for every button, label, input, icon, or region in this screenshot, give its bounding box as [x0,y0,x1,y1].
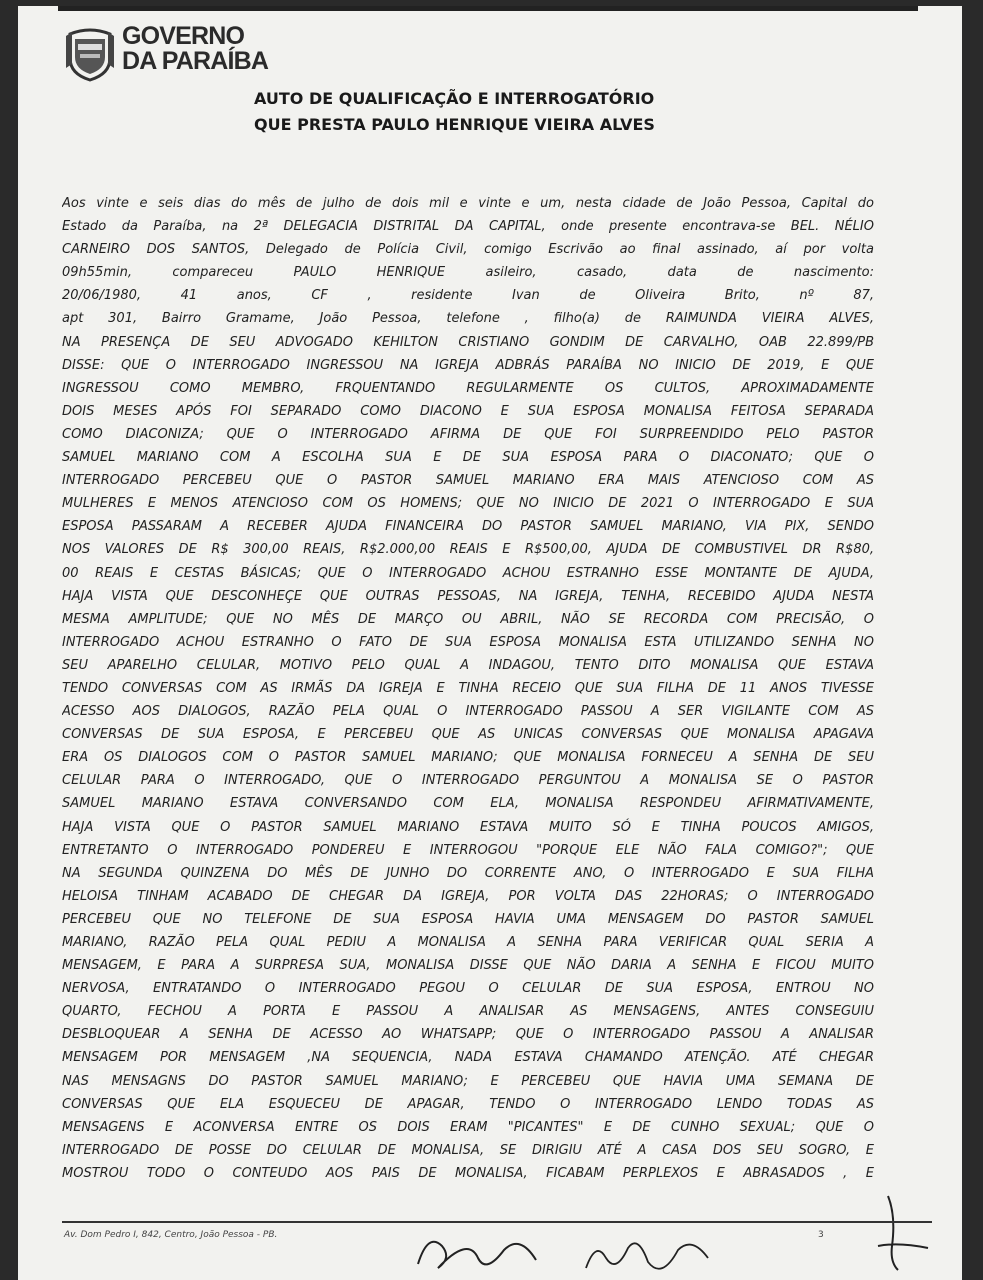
body-line: NERVOSA, ENTRATANDO O INTERROGADO PEGOU O CELULAR DE SUA ESPOSA, ENTROU NO [62,981,874,997]
title-line-2: QUE PRESTA PAULO HENRIQUE VIEIRA ALVES [254,115,655,134]
body-line: CARNEIRO DOS SANTOS, Delegado de Polícia Civil, comigo Escrivão ao final assinado, aí por volta [62,242,874,258]
body-line: 09h55min, compareceu PAULO HENRIQUE asileiro, casado, data de nascimento: [62,265,874,281]
body-line: COMO DIACONIZA; QUE O INTERROGADO AFIRMA DE QUE FOI SURPREENDIDO PELO PASTOR [62,426,874,442]
body-line: HELOISA TINHAM ACABADO DE CHEGAR DA IGREJA, POR VOLTA DAS 22HORAS; O INTERROGADO [62,888,874,904]
body-line: CONVERSAS DE SUA ESPOSA, E PERCEBEU QUE AS UNICAS CONVERSAS QUE MONALISA APAGAVA [62,727,874,743]
body-line: Estado da Paraíba, na 2ª DELEGACIA DISTRITAL DA CAPITAL, onde presente encontrava-se BEL. NÉLIO [62,219,874,235]
body-line: MARIANO, RAZÃO PELA QUAL PEDIU A MONALISA A SENHA PARA VERIFICAR QUAL SERIA A [62,935,874,950]
document-page [18,6,962,1280]
body-line: MENSAGEM POR MENSAGEM ,NA SEQUENCIA, NADA ESTAVA CHAMANDO ATENÇÃO. ATÉ CHEGAR [62,1050,874,1066]
body-line: HAJA VISTA QUE DESCONHEÇE QUE OUTRAS PESSOAS, NA IGREJA, TENHA, RECEBIDO AJUDA NESTA [62,588,874,604]
body-line: ENTRETANTO O INTERROGADO PONDEREU E INTERROGOU "PORQUE ELE NÃO FALA COMIGO?"; QUE [62,842,874,858]
body-line: DISSE: QUE O INTERROGADO INGRESSOU NA IGREJA ADBRÁS PARAÍBA NO INICIO DE 2019, E QUE [62,357,874,373]
body-line: QUARTO, FECHOU A PORTA E PASSOU A ANALISAR AS MENSAGENS, ANTES CONSEGUIU [62,1004,874,1020]
body-line: TENDO CONVERSAS COM AS IRMÃS DA IGREJA E TINHA RECEIO QUE SUA FILHA DE 11 ANOS TIVESSE [62,680,874,696]
body-line: apt 301, Bairro Gramame, João Pessoa, telefone , filho(a) de RAIMUNDA VIEIRA ALVES, [62,311,874,327]
body-line: ERA OS DIALOGOS COM O PASTOR SAMUEL MARIANO; QUE MONALISA FORNECEU A SENHA DE SEU [62,750,874,766]
body-line: MENSAGEM, E PARA A SURPRESA SUA, MONALISA DISSE QUE NÃO DARIA A SENHA E FICOU MUITO [62,958,874,974]
body-line: CONVERSAS QUE ELA ESQUECEU DE APAGAR, TENDO O INTERROGADO LENDO TODAS AS [62,1096,874,1112]
body-line: NA SEGUNDA QUINZENA DO MÊS DE JUNHO DO CORRENTE ANO, O INTERROGADO E SUA FILHA [62,865,874,881]
body-line: INTERROGADO PERCEBEU QUE O PASTOR SAMUEL MARIANO ERA MAIS ATENCIOSO COM AS [62,473,874,489]
governo-paraiba-logo [64,24,268,82]
footer-divider [62,1221,932,1223]
body-line: MENSAGENS E ACONVERSA ENTRE OS DOIS ERAM "PICANTES" E DE CUNHO SEXUAL; QUE O [62,1119,874,1135]
title-line-1: AUTO DE QUALIFICAÇÃO E INTERROGATÓRIO [254,89,655,108]
body-line: INTERROGADO DE POSSE DO CELULAR DE MONALISA, SE DIRIGIU ATÉ A CASA DOS SEU SOGRO, E [62,1142,874,1158]
body-line: INTERROGADO ACHOU ESTRANHO O FATO DE SUA ESPOSA MONALISA ESTA UTILIZANDO SENHA NO [62,634,874,650]
coat-of-arms-icon [64,24,116,82]
margin-signature-mark [868,1186,938,1276]
document-title [254,86,774,138]
body-line: MOSTROU TODO O CONTEUDO AOS PAIS DE MONALISA, FICABAM PERPLEXOS E ABRASADOS , E [62,1165,874,1181]
body-line: HAJA VISTA QUE O PASTOR SAMUEL MARIANO ESTAVA MUITO SÓ E TINHA POUCOS AMIGOS, [62,819,874,835]
body-line: 20/06/1980, 41 anos, CF , residente Ivan de Oliveira Brito, nº 87, [62,288,874,304]
body-line: SEU APARELHO CELULAR, MOTIVO PELO QUAL A INDAGOU, TENTO DITO MONALISA QUE ESTAVA [62,657,874,673]
body-line: INGRESSOU COMO MEMBRO, FRQUENTANDO REGULARMENTE OS CULTOS, APROXIMADAMENTE [62,380,874,396]
body-line: NA PRESENÇA DE SEU ADVOGADO KEHILTON CRISTIANO GONDIM DE CARVALHO, OAB 22.899/PB [62,334,874,350]
page-number: 3 [818,1230,824,1240]
top-edge-bar [58,6,918,11]
body-line: MULHERES E MENOS ATENCIOSO COM OS HOMENS; QUE NO INICIO DE 2021 O INTERROGADO E SUA [62,496,874,512]
body-line: MESMA AMPLITUDE; QUE NO MÊS DE MARÇO OU ABRIL, NÃO SE RECORDA COM PRECISÃO, O [62,611,874,627]
body-line: 00 REAIS E CESTAS BÁSICAS; QUE O INTERROGADO ACHOU ESTRANHO ESSE MONTANTE DE AJUDA, [62,565,874,581]
body-line: CELULAR PARA O INTERROGADO, QUE O INTERROGADO PERGUNTOU A MONALISA SE O PASTOR [62,773,874,789]
logo-line-2: DA PARAÍBA [122,47,269,75]
body-line: DESBLOQUEAR A SENHA DE ACESSO AO WHATSAPP; QUE O INTERROGADO PASSOU A ANALISAR [62,1027,874,1043]
body-line: DOIS MESES APÓS FOI SEPARADO COMO DIACONO E SUA ESPOSA MONALISA FEITOSA SEPARADA [62,403,874,419]
body-line: SAMUEL MARIANO ESTAVA CONVERSANDO COM ELA, MONALISA RESPONDEU AFIRMATIVAMENTE, [62,796,874,812]
body-line: SAMUEL MARIANO COM A ESCOLHA SUA E DE SUA ESPOSA PARA O DIACONATO; QUE O [62,450,874,466]
document-body [62,192,874,1185]
logo-line-1: GOVERNO [122,22,245,50]
body-line: ESPOSA PASSARAM A RECEBER AJUDA FINANCEIRA DO PASTOR SAMUEL MARIANO, VIA PIX, SENDO [62,519,874,535]
body-line: NOS VALORES DE R$ 300,00 REAIS, R$2.000,00 REAIS E R$500,00, AJUDA DE COMBUSTIVEL DR R$80, [62,542,874,558]
footer-address: Av. Dom Pedro I, 842, Centro, João Pessoa - PB. [64,1230,278,1240]
body-line: NAS MENSAGNS DO PASTOR SAMUEL MARIANO; E PERCEBEU QUE HAVIA UMA SEMANA DE [62,1073,874,1089]
signature-1 [408,1224,548,1280]
body-line: Aos vinte e seis dias do mês de julho de dois mil e vinte e um, nesta cidade de João Pessoa, Capital do [62,196,874,211]
body-line: ACESSO AOS DIALOGOS, RAZÃO PELA QUAL O INTERROGADO PASSOU A SER VIGILANTE COM AS [62,704,874,720]
body-line: PERCEBEU QUE NO TELEFONE DE SUA ESPOSA HAVIA UMA MENSAGEM DO PASTOR SAMUEL [62,911,874,927]
signature-2 [578,1228,718,1280]
